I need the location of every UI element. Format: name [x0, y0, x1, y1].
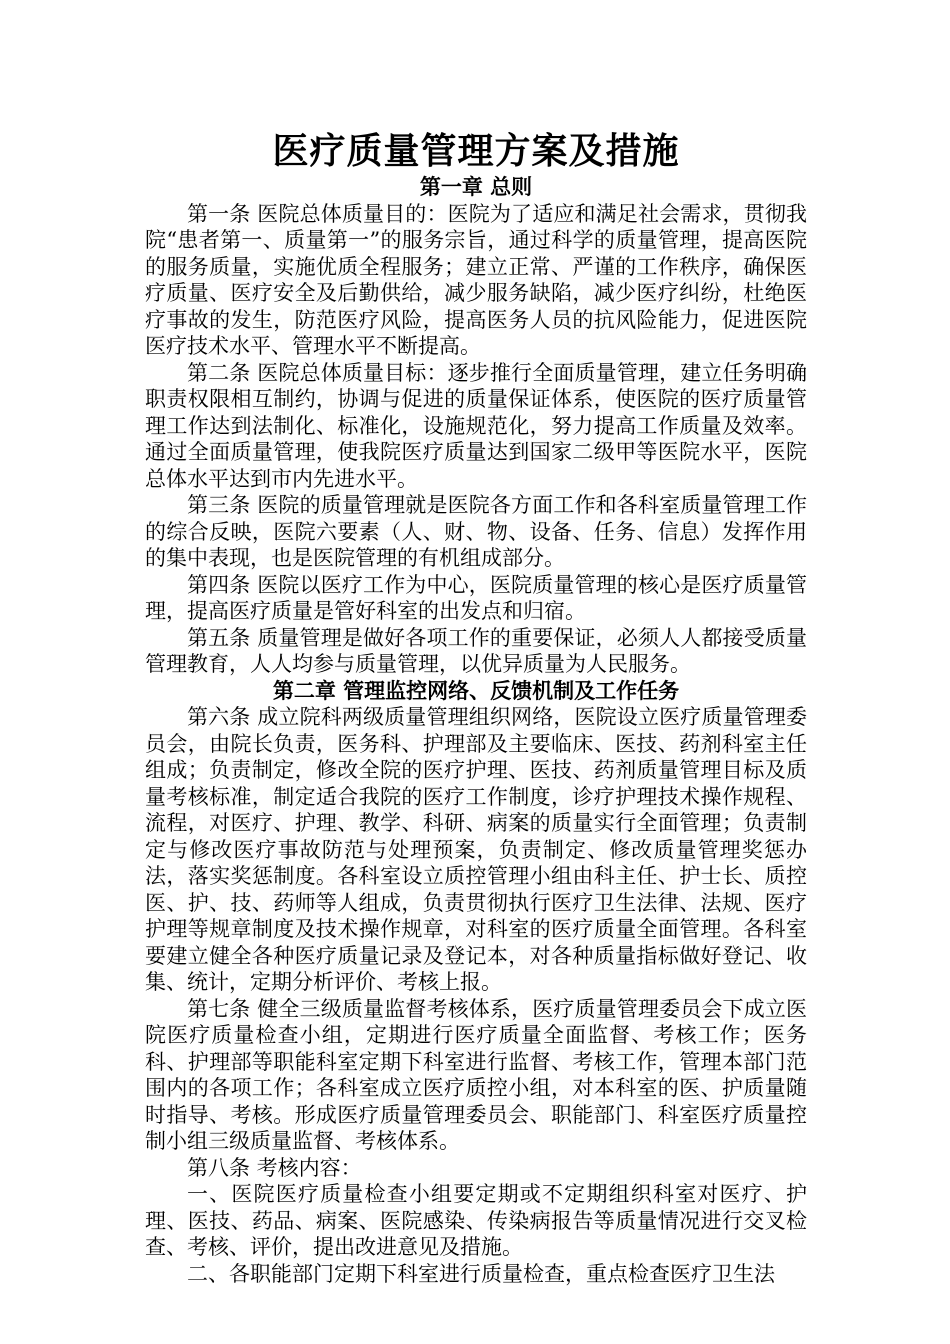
article-8-item-2: 二、各职能部门定期下科室进行质量检查，重点检查医疗卫生法	[187, 1261, 775, 1286]
article-3: 第三条 医院的质量管理就是医院各方面工作和各科室质量管理工作的综合反映，医院六要素（人、财、物、设备、任务、信息）发挥作用的集中表现，也是医院管理的有机组成部分。	[145, 493, 807, 570]
article-8: 第八条 考核内容：	[187, 1155, 362, 1180]
article-8-item-1: 一、医院医疗质量检查小组要定期或不定期组织科室对医疗、护理、医技、药品、病案、医院感染、传染病报告等质量情况进行交叉检查、考核、评价，提出改进意见及措施。	[145, 1182, 807, 1259]
article-1: 第一条 医院总体质量目的：医院为了适应和满足社会需求，贯彻我院“患者第一、质量第一”的服务宗旨，通过科学的质量管理，提高医院的服务质量，实施优质全程服务；建立正常、严谨的工作秩序，确保医疗质量、医疗安全及后勤供给，减少服务缺陷，减少医疗纠纷，杜绝医疗事故的发生，防范医疗风险，提高医务人员的抗风险能力，促进医院医疗技术水平、管理水平不断提高。	[145, 201, 807, 358]
chapter-2-heading: 第二章 管理监控网络、反馈机制及工作任务	[272, 677, 680, 703]
document-body	[145, 128, 807, 1287]
document-title: 医疗质量管理方案及措施	[272, 130, 680, 172]
chapter-1-heading: 第一章 总则	[419, 174, 533, 199]
article-5: 第五条 质量管理是做好各项工作的重要保证，必须人人都接受质量管理教育，人人均参与质量管理，以优异质量为人民服务。	[145, 625, 807, 676]
article-7: 第七条 健全三级质量监督考核体系，医疗质量管理委员会下成立医院医疗质量检查小组，定期进行医疗质量全面监督、考核工作；医务科、护理部等职能科室定期下科室进行监督、考核工作，管理本部门范围内的各项工作；各科室成立医疗质控小组，对本科室的医、护质量随时指导、考核。形成医疗质量管理委员会、职能部门、科室医疗质量控制小组三级质量监督、考核体系。	[145, 996, 807, 1153]
article-6: 第六条 成立院科两级质量管理组织网络，医院设立医疗质量管理委员会，由院长负责，医务科、护理部及主要临床、医技、药剂科室主任组成；负责制定，修改全院的医疗护理、医技、药剂质量管理目标及质量考核标准，制定适合我院的医疗工作制度，诊疗护理技术操作规程、流程，对医疗、护理、教学、科研、病案的质量实行全面管理；负责制定与修改医疗事故防范与处理预案，负责制定、修改质量管理奖惩办法，落实奖惩制度。各科室设立质控管理小组由科主任、护士长、质控医、护、技、药师等人组成，负责贯彻执行医疗卫生法律、法规、医疗护理等规章制度及技术操作规章，对科室的医疗质量全面管理。各科室要建立健全各种医疗质量记录及登记本，对各种质量指标做好登记、收集、统计，定期分析评价、考核上报。	[145, 705, 807, 994]
article-4: 第四条 医院以医疗工作为中心，医院质量管理的核心是医疗质量管理，提高医疗质量是管好科室的出发点和归宿。	[145, 572, 807, 623]
article-2: 第二条 医院总体质量目标：逐步推行全面质量管理，建立任务明确职责权限相互制约，协调与促进的质量保证体系，使医院的医疗质量管理工作达到法制化、标准化，设施规范化，努力提高工作质量及效率。通过全面质量管理，使我院医疗质量达到国家二级甲等医院水平，医院总体水平达到市内先进水平。	[145, 360, 807, 491]
